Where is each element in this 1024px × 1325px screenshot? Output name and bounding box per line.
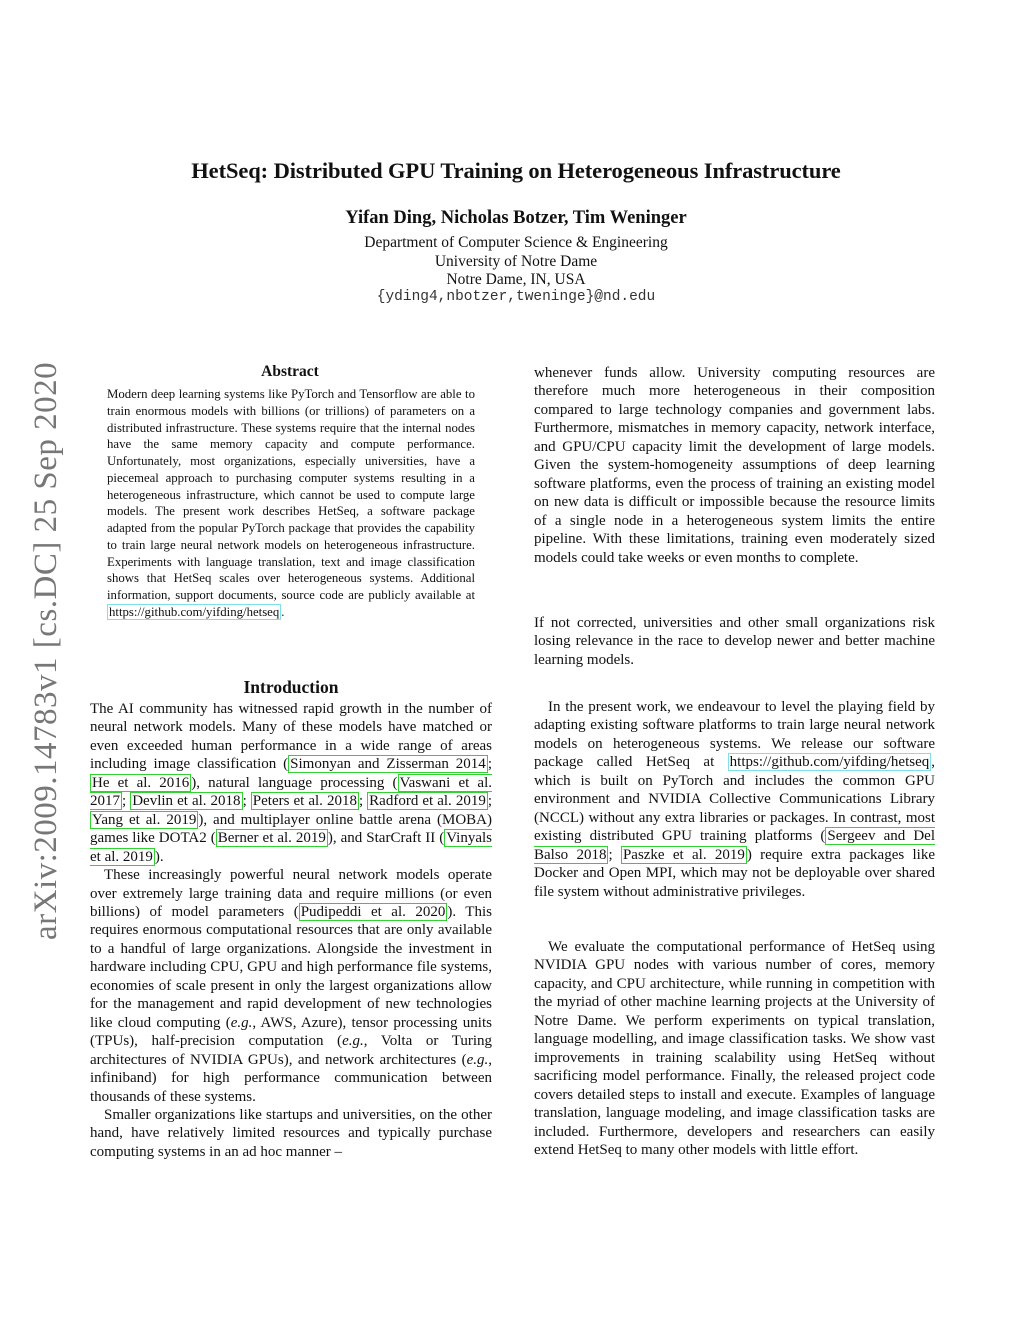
- citation-link[interactable]: Pudipeddi et al. 2020: [300, 903, 446, 920]
- citation-link[interactable]: Paszke et al. 2019: [622, 846, 745, 863]
- author-emails: {yding4,nbotzer,tweninge}@nd.edu: [376, 289, 656, 305]
- citation-link[interactable]: Simonyan and Zisserman 2014: [290, 756, 486, 773]
- right-paragraph-1: whenever funds allow. University computing resources are therefore much more heterogeneous in their composition compared to large technology companies and government labs. Furthermore, mismatches in memory capacity, network interface, and GPU/CPU capacity limit the development of large models. Given the system-homogeneity assumptions of deep learning software platforms, even the process of training an existing model on new data is difficult or impossible because the resource limits of a single node in a heterogeneous system limits the entire pipeline. With these limitations, training even moderately sized models could take weeks or even months to complete.: [534, 365, 935, 566]
- right-paragraph-2: If not corrected, universities and other small organizations risk losing relevance in the race to develop newer and better machine learning models.: [534, 615, 935, 668]
- introduction-heading: Introduction: [243, 677, 339, 697]
- affiliation-department: Department of Computer Science & Engineering: [364, 234, 668, 251]
- citation-link[interactable]: Peters et al. 2018: [252, 793, 357, 810]
- intro-paragraph-1: The AI community has witnessed rapid growth in the number of neural network models. Many of these models have matched or even exceeded human performance in a wide range of areas including image classification ( Simonyan and Zisserman 2014 ; He et al. 2016 ), natural language processing ( Vaswani et al. 2017 ; Devlin et al. 2018 ; Peters et al. 2018 ; Radford et al. 2019 ; Yang et al. 2019 ), and multiplayer online battle arena (MOBA) games like DOTA2 ( Berner et al. 2019 ), and StarCraft II ( Vinyals et al. 2019 ).: [90, 701, 493, 865]
- abstract-text: Modern deep learning systems like PyTorch and Tensorflow are able to train enormous models with billions (or trillions) of parameters on a distributed infrastructure. These systems require that the internal nodes have the same memory capacity and compute performance. Unfortunately, most organizations, especially universities, have a piecemeal approach to purchasing computer systems resulting in a heterogeneous infrastructure, which cannot be used to compute large models. The present work describes HetSeq, a software package adapted from the popular PyTorch package that provides the capability to train large neural network models on heterogeneous infrastructure. Experiments with language translation, text and image classification shows that HetSeq scales over heterogeneous systems. Additional information, support documents, source code are publicly available at https://github.com/yifding/hetseq .: [107, 387, 475, 619]
- citation-link[interactable]: He et al. 2016: [92, 774, 190, 791]
- citation-link[interactable]: Berner et al. 2019: [217, 830, 326, 847]
- paper-title: HetSeq: Distributed GPU Training on Heterogeneous Infrastructure: [191, 158, 841, 183]
- left-column: [90, 700, 492, 1161]
- affiliation-university: University of Notre Dame: [434, 253, 598, 270]
- abstract-heading: Abstract: [261, 363, 319, 380]
- citation-link[interactable]: Vinyals et al. 2019: [90, 830, 492, 865]
- arxiv-stamp: arXiv:2009.14783v1 [cs.DC] 25 Sep 2020: [28, 361, 64, 940]
- repo-link[interactable]: https://github.com/yifding/hetseq: [729, 754, 930, 771]
- intro-paragraph-2: These increasingly powerful neural network models operate over extremely large training data and require millions (or even billions) of model parameters ( Pudipeddi et al. 2020 ). This requires enormous computational resources that are only available to a handful of large organizations. Alongside the investment in hardware including CPU, GPU and high performance file systems, economies of scale present in only the largest organizations allow for the management and rapid development of new technologies like cloud computing (e.g., AWS, Azure), tensor processing units (TPUs), half-precision computation (e.g., Volta or Turing architectures of NVIDIA GPUs), and network architectures (e.g., infiniband) for high performance communication between thousands of these systems.: [90, 867, 492, 1105]
- right-paragraph-3: In the present work, we endeavour to level the playing field by adapting existing software platforms to train large neural network models on heterogeneous systems. We release our software package called HetSeq at https://github.com/yifding/hetseq , which is built on PyTorch and includes the common GPU environment and NVIDIA Collective Communications Library (NCCL) without any extra libraries or packages. In contrast, most existing distributed GPU training platforms ( Sergeev and Del Balso 2018 ; Paszke et al. 2019 ) require extra packages like Docker and Open MPI, which may not be deployable over shared file system without administrative privileges.: [534, 699, 935, 900]
- citation-link[interactable]: Yang et al. 2019: [92, 811, 197, 828]
- affiliation-location: Notre Dame, IN, USA: [446, 271, 586, 288]
- citation-link[interactable]: Vaswani et al. 2017: [90, 774, 493, 810]
- intro-paragraph-3: Smaller organizations like startups and universities, on the other hand, have relatively limited resources and typically purchase computing systems in an ad hoc manner –: [90, 1106, 492, 1160]
- right-paragraph-4: We evaluate the computational performance of HetSeq using NVIDIA GPU nodes with various number of cores, memory capacity, and CPU architecture, while running in competition with the myriad of other machine learning projects at the University of Notre Dame. We perform experiments on typical translation, language modelling, and image classification tasks. We show vast improvements in training scalability using HetSeq without sacrificing model performance. Finally, the released project code covers detailed steps to install and execute. Examples of language translation, language modeling, and image classification tasks are included. Furthermore, developers and researchers can easily extend HetSeq to many other models with little effort.: [534, 939, 935, 1158]
- citation-link[interactable]: Radford et al. 2019: [369, 793, 486, 810]
- abstract-repo-link[interactable]: https://github.com/yifding/hetseq: [109, 604, 280, 619]
- citation-link[interactable]: Sergeev and Del Balso 2018: [534, 828, 935, 863]
- paper-authors: Yifan Ding, Nicholas Botzer, Tim Weninger: [345, 208, 687, 228]
- citation-link[interactable]: Devlin et al. 2018: [132, 793, 241, 810]
